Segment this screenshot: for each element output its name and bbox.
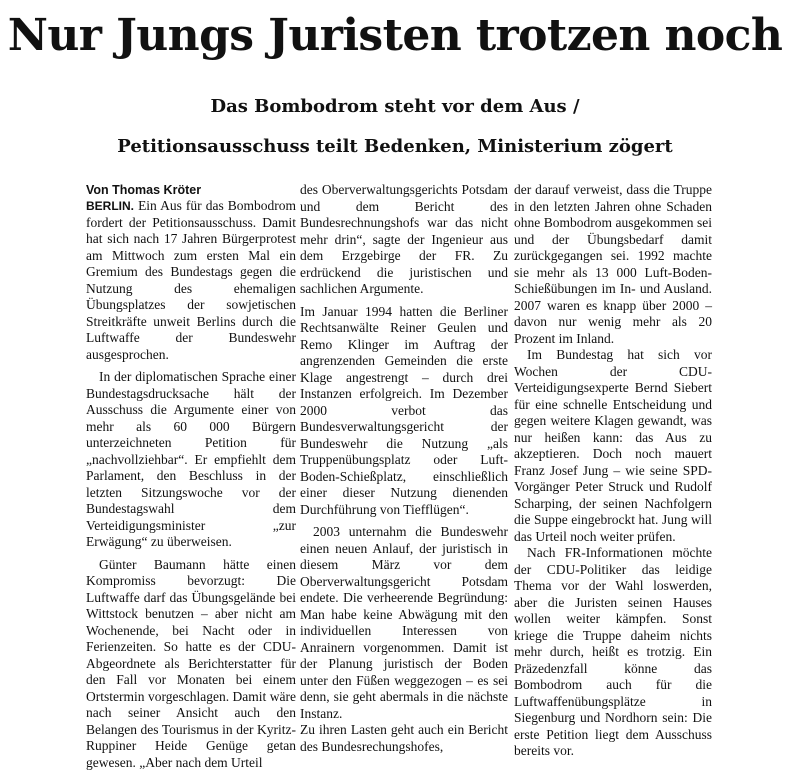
paragraph: des Oberverwaltungsgerichts Potsdam und dem Bericht des Bundesrechnungshofs war das nicht mehr drin“, sagte der Ingenieur aus dem Erzgebirge der FR. Zu erdrückend die juristischen und sachlichen Argumente. bbox=[300, 182, 508, 298]
paragraph: Im Januar 1994 hatten die Berliner Rechtsanwälte Reiner Geulen und Remo Klinger im Auftrag der angrenzenden Gemeinden die erste Klage angestrengt – durch drei Instanzen erfolgreich. Im Dezember 2000 verbot das Bundesverwaltungsgericht der Bundeswehr die Nutzung „als Truppenübungsplatz oder Luft-Boden-Schießplatz, einschließlich einer dieser Nutzung dienenden Durchführung von Tiefflügen“. bbox=[300, 304, 508, 519]
headline: Nur Jungs Juristen trotzen noch bbox=[0, 6, 790, 66]
subheadline-line-1: Das Bombodrom steht vor dem Aus / bbox=[0, 93, 790, 121]
paragraph: Im Bundestag hat sich vor Wochen der CDU-Verteidigungsexperte Bernd Siebert für eine schnelle Entscheidung und gegen weitere Klagen gewandt, was nur heißen kann: das Aus zu akzeptieren. Doch noch mauert Franz Josef Jung – wie seine SPD-Vorgänger Peter Struck und Rudolf Scharping, der seinen Nachfolgern die Suppe eingebrockt hat. Jung will das Urteil noch weiter prüfen. bbox=[514, 347, 712, 545]
byline: Von Thomas Kröter bbox=[86, 182, 296, 198]
paragraph bbox=[86, 198, 296, 363]
paragraph: In der diplomatischen Sprache einer Bundestagsdrucksache hält der Ausschuss die Argumente einer von mehr als 60 000 Bürgern unterzeichneten Petition für „nachvollziehbar“. Er empfiehlt dem Parlament, den Beschluss in der letzten Sitzungswoche vor der Bundestagswahl dem Verteidigungsminister „zur Erwägung“ zu überweisen. bbox=[86, 369, 296, 551]
paragraph-text: Ein Aus für das Bombodrom fordert der Petitionsausschuss. Damit hat sich nach 17 Jahren Bürgerprotest am Mittwoch zum ersten Mal ein Gremium des Bundestags gegen die Nutzung des ehemaligen Übungsplatzes der sowjetischen Streitkräfte unweit Berlins durch die Luftwaffe der Bundeswehr ausgesprochen. bbox=[86, 198, 296, 362]
paragraph: 2003 unternahm die Bundeswehr einen neuen Anlauf, der juristisch in diesem März vor dem Oberverwaltungsgericht Potsdam endete. Die verheerende Begründung: Man habe keine Abwägung mit den individuellen Interessen von Anrainern vorgenommen. Damit ist der Planung juristisch der Boden unter den Füßen weggezogen – es sei denn, sie geht abermals in die nächste Instanz. bbox=[300, 524, 508, 722]
paragraph: der darauf verweist, dass die Truppe in den letzten Jahren ohne Schaden ohne Bombodrom ausgekommen sei und der Übungsbedarf damit zurückgegangen sei. 1992 machte sie mehr als 13 000 Luft-Boden-Schießübungen im In- und Ausland. 2007 waren es knapp über 2000 – davon nur wenig mehr als 20 Prozent im Inland. bbox=[514, 182, 712, 347]
paragraph: Günter Baumann hätte einen Kompromiss bevorzugt: Die Luftwaffe darf das Übungsgelände bei Wittstock benutzen – aber nicht am Wochenende, bei Nacht oder in Ferienzeiten. So hatte es der CDU-Abgeordnete als Berichterstatter für den Fall vor Monaten bei einem Ortstermin vorgeschlagen. Damit wäre nach seiner Ansicht auch den Belangen des Tourismus in der Kyritz-Ruppiner Heide Genüge getan gewesen. „Aber nach dem Urteil bbox=[86, 557, 296, 771]
article-column-1 bbox=[86, 182, 296, 771]
subheadline-line-2: Petitionsausschuss teilt Bedenken, Ministerium zögert bbox=[0, 133, 790, 161]
article-column-2 bbox=[300, 182, 508, 755]
article-column-3 bbox=[514, 182, 712, 760]
paragraph: Zu ihren Lasten geht auch ein Bericht des Bundesrechungshofes, bbox=[300, 722, 508, 755]
dateline: BERLIN. bbox=[86, 199, 134, 213]
paragraph: Nach FR-Informationen möchte der CDU-Politiker das leidige Thema vor der Wahl loswerden, aber die Juristen seinen Hauses wollen weiter kämpfen. Sonst kriege die Truppe daheim nichts mehr durch, heißt es trotzig. Ein Präzedenzfall könne das Bombodrom auch für die Luftwaffenübungsplätze in Siegenburg und Nordhorn sein: Die erste Petition liegt dem Ausschuss bereits vor. bbox=[514, 545, 712, 760]
